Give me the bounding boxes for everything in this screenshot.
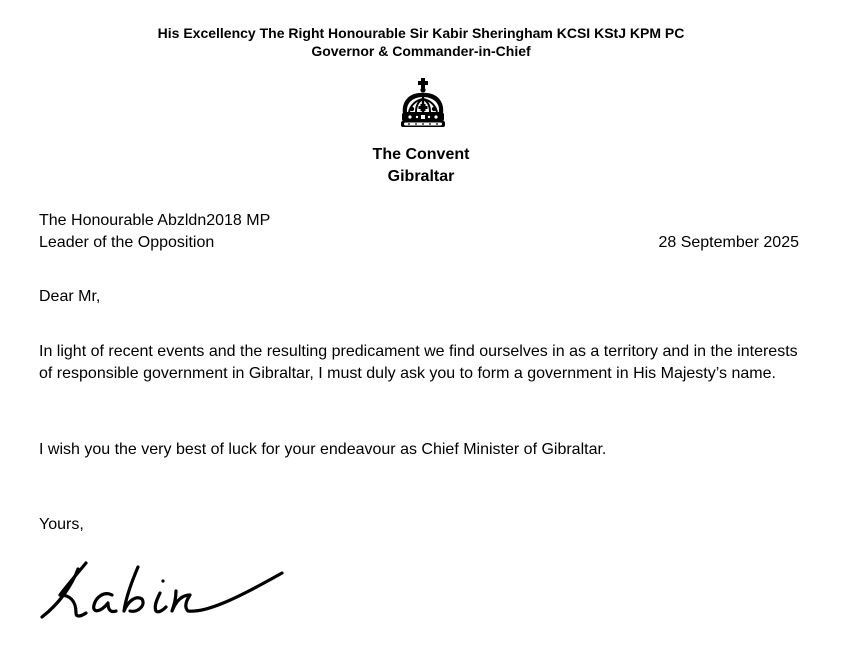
- address-line-1: The Convent: [372, 146, 470, 163]
- crown-icon: [397, 78, 449, 128]
- body-paragraph-2: I wish you the very best of luck for your endeavour as Chief Minister of Gibraltar.: [39, 441, 607, 458]
- address-line-2: Gibraltar: [387, 168, 455, 185]
- salutation: Dear Mr,: [39, 288, 101, 305]
- letterhead-title: Governor & Commander-in-Chief: [311, 43, 531, 59]
- recipient-name: The Honourable Abzldn2018 MP: [39, 212, 271, 229]
- handwritten-signature: [36, 555, 298, 627]
- body-paragraph-1: In light of recent events and the resulting predicament we find ourselves in as a territory and in the interests of responsible government in Gibraltar, I must duly ask you to form a government in His Majesty’s name.: [39, 343, 798, 382]
- closing: Yours,: [39, 516, 84, 533]
- letterhead-name: His Excellency The Right Honourable Sir Kabir Sheringham KCSI KStJ KPM PC: [157, 25, 685, 41]
- recipient-position: Leader of the Opposition: [39, 234, 215, 251]
- letter-date: 28 September 2025: [658, 234, 799, 251]
